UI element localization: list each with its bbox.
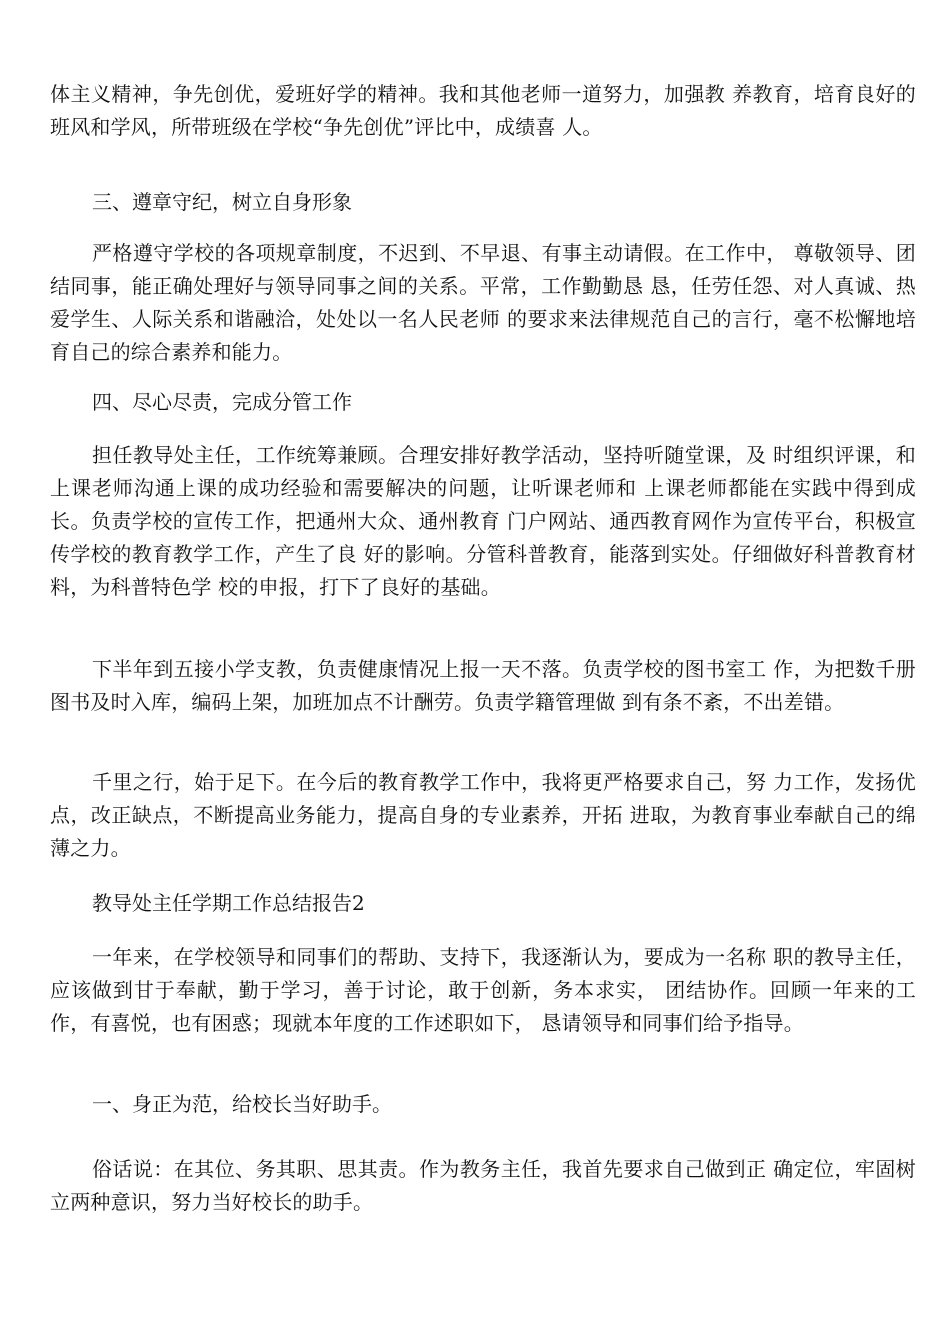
section-heading-assistant: 一、身正为范，给校长当好助手。 xyxy=(92,1092,392,1116)
paragraph-duties: 担任教导处主任，工作统筹兼顾。合理安排好教学活动，坚持听随堂课，及 时组织评课，和上课老师沟通上课的成功经验和需要解决的问题，让听课老师和 上课老师都能在实践中得到成长。负责学校的宣传工作，把通州大众、通州教育 门户网站、通西教育网作为宣传平台，积极宣传学校的教育教学工作，产生了良 好的影响。分管科普教育，能落到实处。仔细做好科普教育材料，为科普特色学 校的申报，打下了良好的基础。 xyxy=(50,443,916,599)
paragraph-class-spirit: 体主义精神，争先创优，爱班好学的精神。我和其他老师一道努力，加强教 养教育，培育良好的班风和学风，所带班级在学校“争先创优”评比中，成绩喜 人。 xyxy=(50,82,916,139)
section-heading-duties: 四、尽心尽责，完成分管工作 xyxy=(92,390,352,414)
section-heading-discipline: 三、遵章守纪，树立自身形象 xyxy=(92,190,352,214)
paragraph-support-teaching: 下半年到五接小学支教，负责健康情况上报一天不落。负责学校的图书室工 作，为把数千册图书及时入库，编码上架，加班加点不计酬劳。负责学籍管理做 到有条不紊，不出差错。 xyxy=(50,657,916,714)
paragraph-assistant: 俗话说：在其位、务其职、思其责。作为教务主任，我首先要求自己做到正 确定位，牢固树立两种意识，努力当好校长的助手。 xyxy=(50,1157,916,1214)
paragraph-discipline: 严格遵守学校的各项规章制度，不迟到、不早退、有事主动请假。在工作中， 尊敬领导、团结同事，能正确处理好与领导同事之间的关系。平常，工作勤勤恳 恳，任劳任怨、对人真诚、热爱学生、人际关系和谐融洽，处处以一名人民老师 的要求来法律规范自己的言行，毫不松懈地培育自己的综合素养和能力。 xyxy=(50,241,916,364)
report-title-2: 教导处主任学期工作总结报告2 xyxy=(92,891,365,915)
paragraph-year-review: 一年来，在学校领导和同事们的帮助、支持下，我逐渐认为，要成为一名称 职的教导主任，应该做到甘于奉献，勤于学习，善于讨论，敢于创新，务本求实， 团结协作。回顾一年来的工作，有喜悦，也有困惑；现就本年度的工作述职如下， 恳请领导和同事们给予指导。 xyxy=(50,945,916,1035)
paragraph-outlook: 千里之行，始于足下。在今后的教育教学工作中，我将更严格要求自己，努 力工作，发扬优点，改正缺点，不断提高业务能力，提高自身的专业素养，开拓 进取，为教育事业奉献自己的绵薄之力。 xyxy=(50,770,916,860)
